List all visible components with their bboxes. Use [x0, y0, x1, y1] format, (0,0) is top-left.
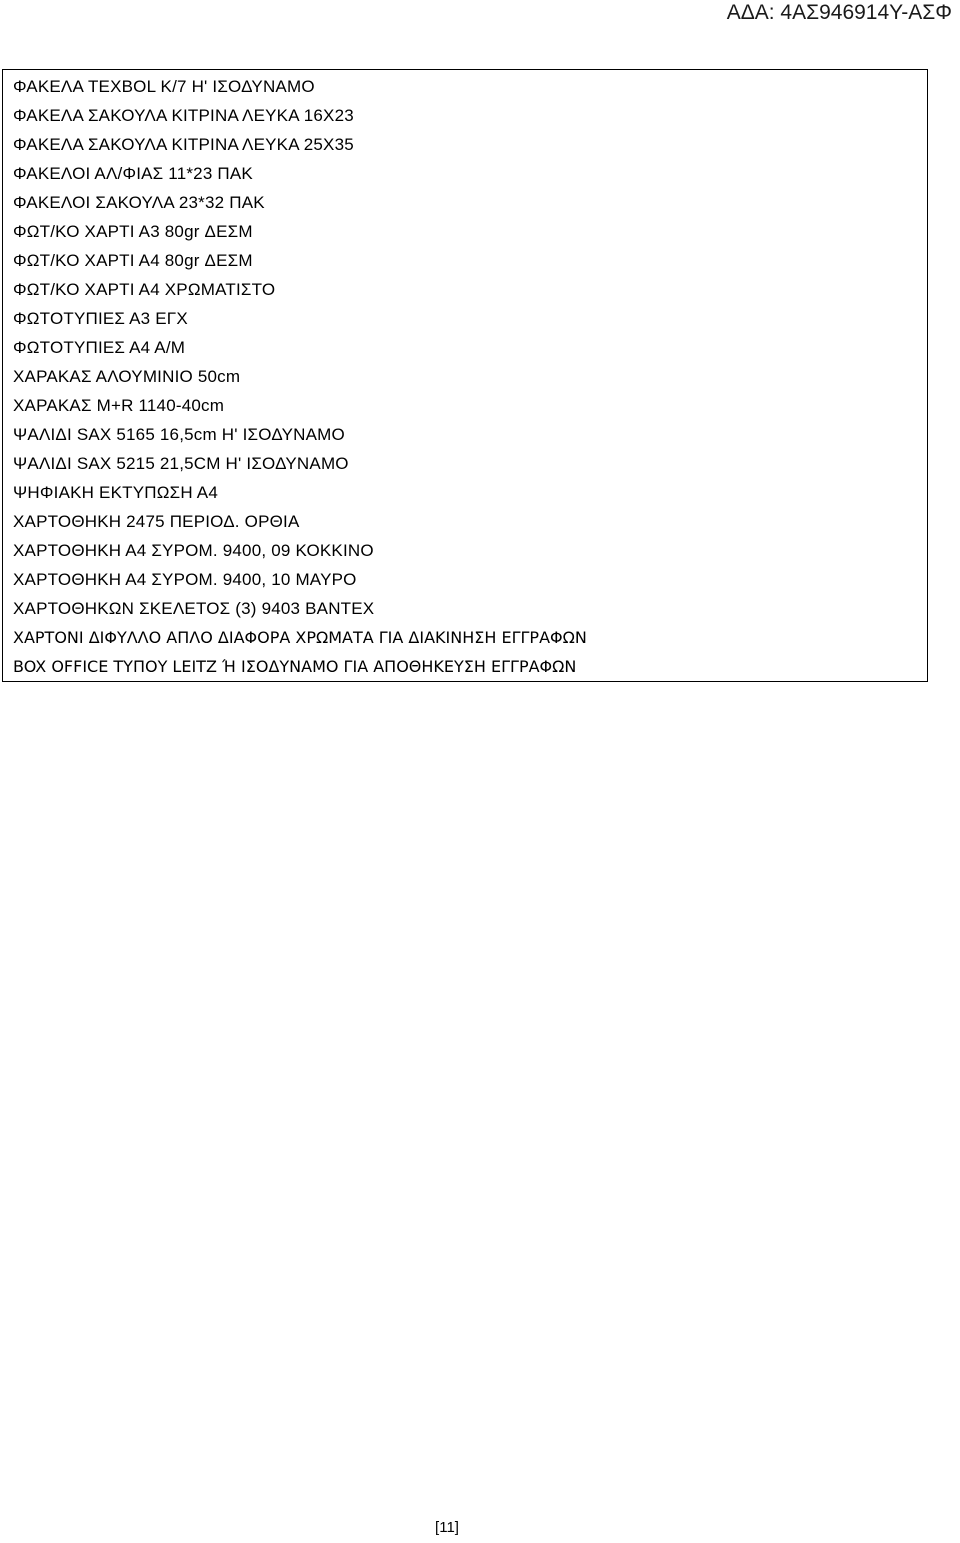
item-cell: ΦΑΚΕΛΑ ΣΑΚΟΥΛΑ ΚΙΤΡΙΝΑ ΛΕΥΚΑ 25Χ35 — [13, 135, 354, 154]
item-cell: ΨΑΛΙΔΙ SAX 5215 21,5CM Η' ΙΣΟΔΥΝΑΜΟ — [13, 454, 349, 473]
table-row — [3, 391, 928, 420]
table-row — [3, 536, 928, 565]
item-cell: BOX OFFICE ΤΥΠΟΥ LEITZ Ή ΙΣΟΔΥΝΑΜΟ ΓΙΑ ΑΠΟΘΗΚΕΥΣΗ ΕΓΓΡΑΦΩΝ — [13, 657, 577, 676]
table-row — [3, 188, 928, 217]
table-row — [3, 565, 928, 594]
item-cell: ΦΑΚΕΛΑ TEXBOL K/7 H' ΙΣΟΔΥΝΑΜΟ — [13, 77, 315, 96]
item-cell: ΧΑΡΤΟΘΗΚΩΝ ΣΚΕΛΕΤΟΣ (3) 9403 ΒΑΝΤΕΧ — [13, 599, 375, 618]
item-cell: ΨΗΦΙΑΚΗ ΕΚΤΥΠΩΣΗ Α4 — [13, 483, 218, 502]
item-cell: ΨΑΛΙΔΙ SAX 5165 16,5cm Η' ΙΣΟΔΥΝΑΜΟ — [13, 425, 345, 444]
item-cell: ΦΑΚΕΛΑ ΣΑΚΟΥΛΑ ΚΙΤΡΙΝΑ ΛΕΥΚΑ 16Χ23 — [13, 106, 354, 125]
table-row — [3, 246, 928, 275]
item-cell: ΧΑΡΑΚΑΣ M+R 1140-40cm — [13, 396, 225, 415]
item-cell: ΦΩΤ/ΚΟ ΧΑΡΤΙ Α4 ΧΡΩΜΑΤΙΣΤΟ — [13, 280, 276, 299]
table-row — [3, 594, 928, 623]
item-cell: ΦΩΤΟΤΥΠΙΕΣ Α4 Α/Μ — [13, 338, 186, 357]
table-row — [3, 449, 928, 478]
ada-code: ΑΔΑ: 4ΑΣ946914Υ-ΑΣΦ — [726, 1, 952, 24]
table-row — [3, 70, 928, 102]
table-row — [3, 420, 928, 449]
table-row — [3, 101, 928, 130]
item-cell: ΧΑΡΤΟΘΗΚΗ Α4 ΣΥΡΟΜ. 9400, 10 ΜΑΥΡΟ — [13, 570, 357, 589]
item-cell: ΦΩΤ/ΚΟ ΧΑΡΤΙ Α3 80gr ΔΕΣΜ — [13, 222, 253, 241]
item-cell: ΧΑΡΤΟΘΗΚΗ 2475 ΠΕΡΙΟΔ. ΟΡΘΙΑ — [13, 512, 300, 531]
item-cell: ΦΩΤ/ΚΟ ΧΑΡΤΙ Α4 80gr ΔΕΣΜ — [13, 251, 253, 270]
table-row — [3, 362, 928, 391]
items-table — [2, 69, 928, 682]
table-row — [3, 507, 928, 536]
table-row — [3, 130, 928, 159]
item-cell: ΧΑΡΤΟΝΙ ΔΙΦΥΛΛΟ ΑΠΛΟ ΔΙΑΦΟΡΑ ΧΡΩΜΑΤΑ ΓΙΑ ΔΙΑΚΙΝΗΣΗ ΕΓΓΡΑΦΩΝ — [13, 628, 587, 647]
table-row — [3, 478, 928, 507]
page-number: [11] — [435, 1519, 459, 1536]
item-cell: ΧΑΡΑΚΑΣ ΑΛΟΥΜΙΝΙΟ 50cm — [13, 367, 241, 386]
table-row — [3, 275, 928, 304]
table-row — [3, 304, 928, 333]
item-cell: ΦΩΤΟΤΥΠΙΕΣ Α3 ΕΓΧ — [13, 309, 188, 328]
item-cell: ΦΑΚΕΛΟΙ ΣΑΚΟΥΛΑ 23*32 ΠΑΚ — [13, 193, 265, 212]
table-row — [3, 623, 928, 652]
item-cell: ΧΑΡΤΟΘΗΚΗ Α4 ΣΥΡΟΜ. 9400, 09 ΚΟΚΚΙΝΟ — [13, 541, 374, 560]
table-row — [3, 159, 928, 188]
table-row — [3, 217, 928, 246]
item-cell: ΦΑΚΕΛΟΙ ΑΛ/ΦΙΑΣ 11*23 ΠΑΚ — [13, 164, 253, 183]
table-row — [3, 652, 928, 682]
table-row — [3, 333, 928, 362]
